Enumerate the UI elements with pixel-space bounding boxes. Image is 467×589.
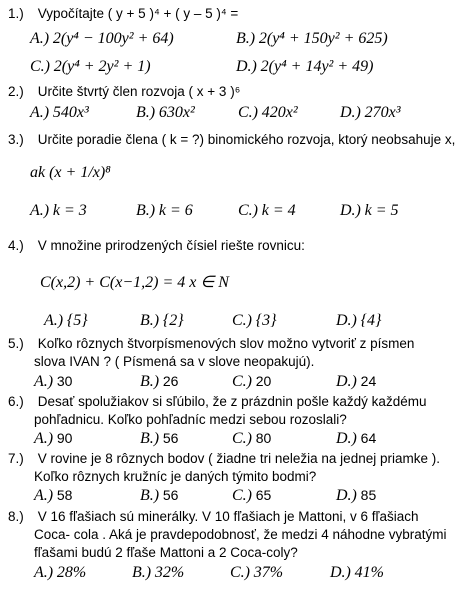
q1-option-b: B.) 2(y⁴ + 150y² + 625): [236, 30, 388, 47]
question-4: [8, 238, 305, 253]
question-number: 4.): [8, 238, 24, 253]
question-number: 5.): [8, 336, 24, 351]
q8-option-b: B.) 32%: [132, 564, 185, 581]
q1-option-c: C.) 2(y⁴ + 2y² + 1): [30, 58, 151, 75]
q4-option-a: A.) {5}: [44, 312, 88, 329]
q6-option-d: D.) 64: [336, 430, 377, 447]
q1-option-d: D.) 2(y⁴ + 14y² + 49): [236, 58, 374, 75]
question-text: Určite štvrtý člen rozvoja ( x + 3 )⁶: [37, 84, 241, 99]
q4-equation: C(x,2) + C(x−1,2) = 4 x ∈ N: [40, 274, 229, 291]
question-3: [8, 132, 455, 147]
question-number: 1.): [8, 6, 24, 21]
question-number: 7.): [8, 451, 24, 466]
q1-option-a: A.) 2(y⁴ − 100y² + 64): [30, 30, 174, 47]
q6-option-c: C.) 80: [232, 430, 272, 447]
q7-option-a: A.) 58: [34, 487, 73, 504]
question-6: [8, 394, 426, 409]
question-number: 6.): [8, 394, 24, 409]
question-text-line-1: Desať spolužiakov si sľúbilo, že z prázdnin pošle každý každému: [37, 394, 427, 409]
question-text: V množine prirodzených čísiel riešte rovnicu:: [37, 238, 305, 253]
q6-option-a: A.) 90: [34, 430, 73, 447]
question-text-line-1: Koľko rôznych štvorpísmenových slov možno vytvoriť z písmen: [37, 336, 415, 351]
q2-option-c: C.) 420x²: [238, 104, 298, 121]
q7-option-b: B.) 56: [140, 487, 179, 504]
q5-option-c: C.) 20: [232, 373, 272, 390]
q7-option-c: C.) 65: [232, 487, 272, 504]
question-8: [8, 509, 419, 524]
question-2: [8, 84, 240, 99]
q3-option-c: C.) k = 4: [238, 202, 296, 219]
q8-option-c: C.) 37%: [230, 564, 284, 581]
question-7-line-2: Koľko rôznych kružníc je daných týmito bodmi?: [34, 469, 317, 484]
question-7: [8, 451, 440, 466]
question-text: Vypočítajte ( y + 5 )⁴ + ( y – 5 )⁴ =: [37, 6, 239, 21]
question-5: [8, 336, 414, 351]
question-number: 8.): [8, 509, 24, 524]
q5-option-b: B.) 26: [140, 373, 179, 390]
question-6-line-2: pohľadnicu. Koľko pohľadníc medzi sebou rozoslali?: [34, 412, 347, 427]
q3-option-d: D.) k = 5: [340, 202, 399, 219]
question-1: [8, 6, 238, 21]
question-8-line-2: Coca- cola . Aká je pravdepodobnosť, že medzi 4 náhodne vybratými: [34, 527, 447, 542]
q2-option-d: D.) 270x³: [340, 104, 401, 121]
q7-option-d: D.) 85: [336, 487, 377, 504]
q5-option-d: D.) 24: [336, 373, 377, 390]
question-text-line-1: V rovine je 8 rôznych bodov ( žiadne tri neležia na jednej priamke ).: [37, 451, 440, 466]
q4-option-b: B.) {2}: [140, 312, 184, 329]
question-5-line-2: slova IVAN ? ( Písmená sa v slove neopakujú).: [34, 354, 315, 369]
q2-option-b: B.) 630x²: [136, 104, 195, 121]
q4-option-c: C.) {3}: [232, 312, 277, 329]
q6-option-b: B.) 56: [140, 430, 179, 447]
q3-option-b: B.) k = 6: [136, 202, 193, 219]
q8-option-a: A.) 28%: [34, 564, 87, 581]
q2-option-a: A.) 540x³: [30, 104, 89, 121]
q3-option-a: A.) k = 3: [30, 202, 87, 219]
q3-expression: ak (x + 1/x)⁸: [30, 164, 111, 181]
q5-option-a: A.) 30: [34, 373, 73, 390]
question-number: 2.): [8, 84, 24, 99]
question-8-line-3: fľašami budú 2 fľaše Mattoni a 2 Coca-coly?: [34, 545, 298, 560]
question-text-line-1: V 16 fľašiach sú minerálky. V 10 fľašiach je Mattoni, v 6 fľašiach: [37, 509, 419, 524]
q8-option-d: D.) 41%: [330, 564, 384, 581]
q4-option-d: D.) {4}: [336, 312, 382, 329]
question-text: Určite poradie člena ( k = ?) binomického rozvoja, ktorý neobsahuje x,: [37, 132, 456, 147]
question-number: 3.): [8, 132, 24, 147]
